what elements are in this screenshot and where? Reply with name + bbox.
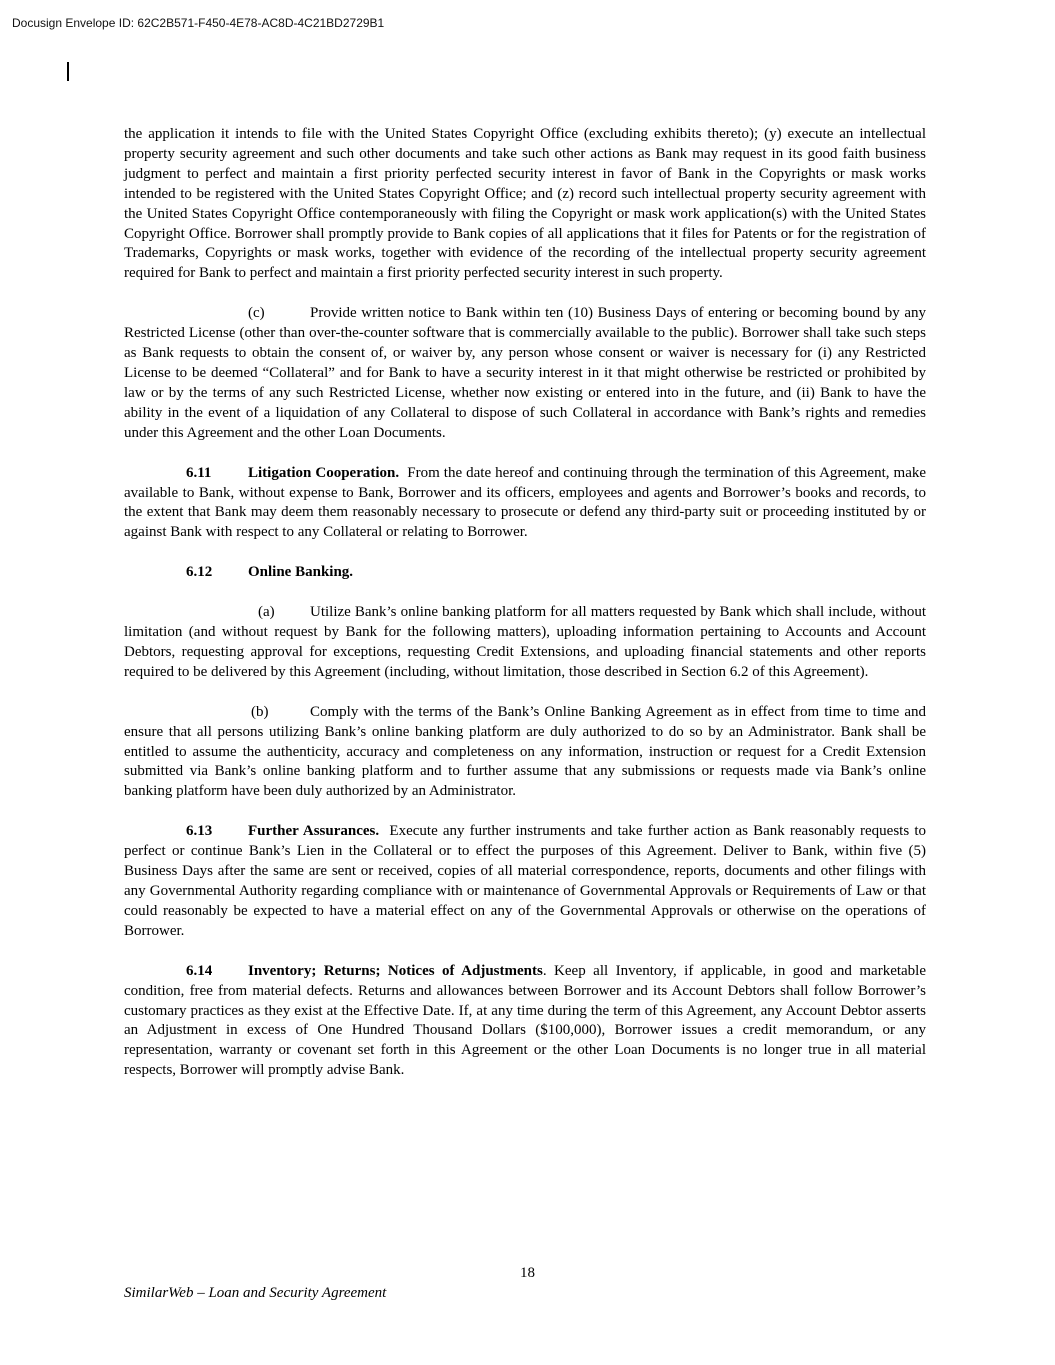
section-6-11-number: 6.11 <box>186 464 212 481</box>
document-body <box>124 125 926 1101</box>
clause-6-12-b-label: (b) <box>251 703 269 720</box>
paragraph-6-12-a <box>124 603 926 683</box>
section-6-13-number: 6.13 <box>186 823 213 840</box>
clause-c-text: Provide written notice to Bank within ten (10) Business Days of entering or becoming bound by any Restricted License (other than over-the-counter software that is commercially available to the public). Borrower shall take such steps as Bank requests to obtain the consent of, or waiver by, any person whose consent or waiver is necessary for (i) any Restricted License to be deemed “Collateral” and for Bank to have a security interest in it that might otherwise be restricted or prohibited by law or by the terms of any such Restricted License, whether now existing or entered into in the future, and (ii) Bank to have the ability in the event of a liquidation of any Collateral to dispose of such Collateral in accordance with Bank’s rights and remedies under this Agreement and the other Loan Documents. <box>124 305 926 441</box>
document-footer: SimilarWeb – Loan and Security Agreement <box>124 1285 387 1301</box>
section-6-14 <box>124 962 926 1081</box>
section-6-12 <box>124 563 926 583</box>
section-6-11-text: From the date hereof and continuing through the termination of this Agreement, make available to Bank, without expense to Bank, Borrower and its officers, employees and agents and Borrower’s books and records, to the extent that Bank may deem them reasonably necessary to prosecute or defend any third-party suit or proceeding instituted by or against Bank with respect to any Collateral or relating to Borrower. <box>124 464 927 541</box>
section-6-11-title: Litigation Cooperation. <box>248 464 400 481</box>
clause-c-label: (c) <box>248 305 265 322</box>
docusign-envelope-id: Docusign Envelope ID: 62C2B571-F450-4E78-AC8D-4C21BD2729B1 <box>12 16 385 30</box>
paragraph-intro: the application it intends to file with the United States Copyright Office (excluding exhibits thereto); (y) execute an intellectual property security agreement and such other documents and take such other actions as Bank may request in its good faith business judgment to perfect and maintain a first priority perfected security interest in favor of Bank in the Copyrights or mask works intended to be registered with the United States Copyright Office; and (z) record such intellectual property security agreement with the United States Copyright Office contemporaneously with filing the Copyright or mask work application(s) with the United States Copyright Office. Borrower shall promptly provide to Bank copies of all applications that it files for Patents or for the registration of Trademarks, Copyrights or mask works, together with evidence of the recording of the intellectual property security agreement required for Bank to perfect and maintain a first priority perfected security interest in such property. <box>124 126 926 282</box>
section-6-11 <box>124 464 926 544</box>
section-6-14-title: Inventory; Returns; Notices of Adjustments <box>248 962 543 979</box>
section-6-14-number: 6.14 <box>186 962 213 979</box>
clause-6-12-b-text: Comply with the terms of the Bank’s Online Banking Agreement as in effect from time to time and ensure that all persons utilizing Bank’s online banking platform are duly authorized to do so by an Administrator. Bank shall be entitled to assume the authenticity, accuracy and completeness on any information, instruction or request for a Credit Extension submitted via Bank’s online banking platform and to further assume that any submissions or requests made via Bank’s online banking platform have been duly authorized by an Administrator. <box>124 703 926 800</box>
page-number: 18 <box>520 1265 535 1281</box>
section-6-13-text: Execute any further instruments and take further action as Bank reasonably requests to perfect or continue Bank’s Lien in the Collateral or to effect the purposes of this Agreement. Deliver to Bank, within five (5) Business Days after the same are sent or received, copies of all material correspondence, reports, documents and other filings with any Governmental Authority regarding compliance with or maintenance of Governmental Approvals or Requirements of Law or that could reasonably be expected to have a material effect on any of the Governmental Approvals or otherwise on the operations of Borrower. <box>124 823 926 939</box>
section-6-14-text: . Keep all Inventory, if applicable, in good and marketable condition, free from material defects. Returns and allowances between Borrower and its Account Debtors shall follow Borrower’s customary practices as they exist at the Effective Date. If, at any time during the term of this Agreement, any Account Debtor asserts an Adjustment in excess of One Hundred Thousand Dollars ($100,000), Borrower issues a credit memorandum, or any representation, warranty or covenant set forth in this Agreement or the other Loan Documents is no longer true in all material respects, Borrower will promptly advise Bank. <box>124 962 927 1079</box>
paragraph-6-12-b <box>124 703 926 803</box>
section-6-13 <box>124 822 926 941</box>
section-6-12-number: 6.12 <box>186 564 213 581</box>
revision-margin-bar <box>67 62 69 81</box>
clause-6-12-a-label: (a) <box>258 604 275 621</box>
clause-6-12-a-text: Utilize Bank’s online banking platform for all matters requested by Bank which shall include, without limitation (and without request by Bank for the following matters), uploading information pertaining to Accounts and Account Debtors, requesting approval for exceptions, requesting Credit Extensions, and uploading financial statements and other reports required to be delivered by this Agreement (including, without limitation, those described in Section 6.2 of this Agreement). <box>124 604 926 680</box>
section-6-12-title: Online Banking. <box>248 564 354 581</box>
section-6-13-title: Further Assurances. <box>248 823 380 840</box>
paragraph-c <box>124 304 926 443</box>
